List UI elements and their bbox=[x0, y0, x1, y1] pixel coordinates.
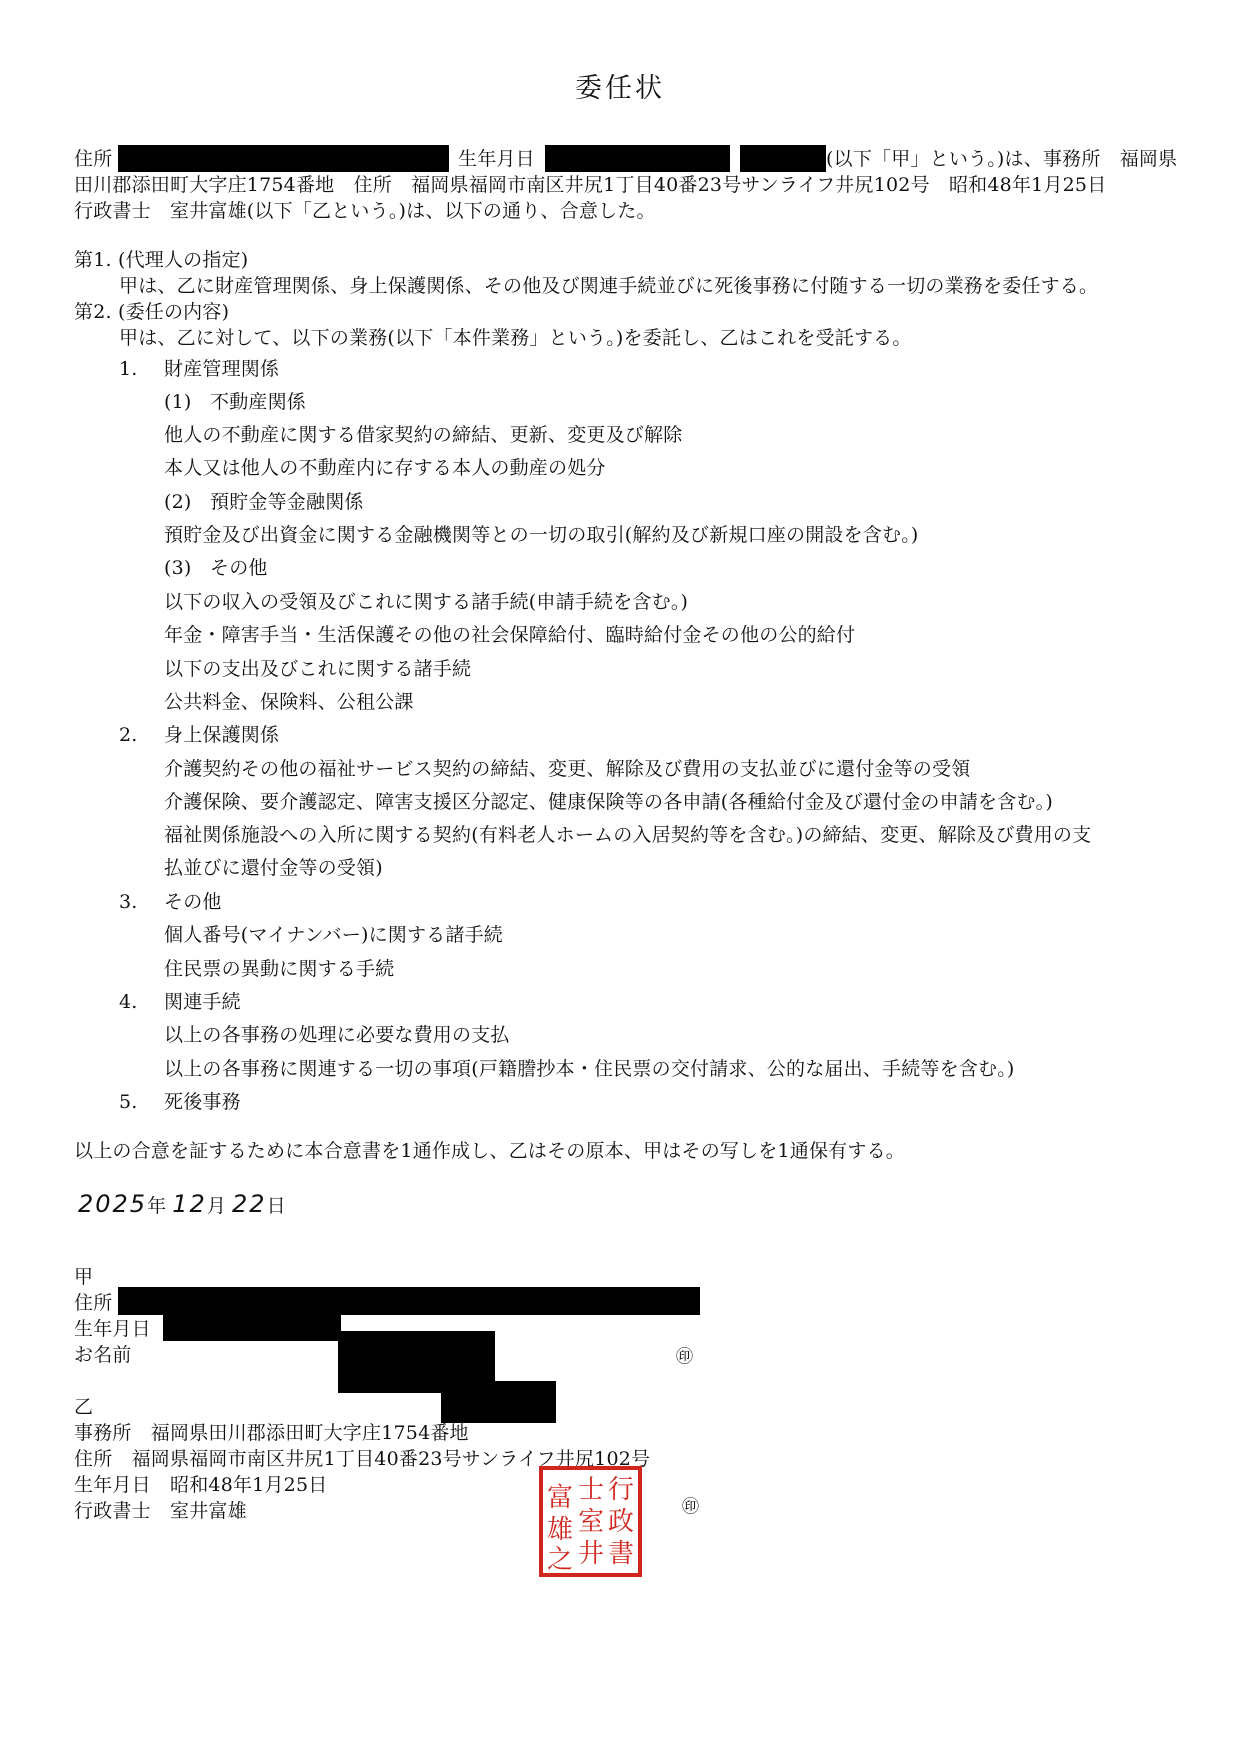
subitem2-title: 預貯金等金融関係 bbox=[210, 491, 364, 513]
date-day-unit: 日 bbox=[266, 1195, 286, 1217]
redaction-dob bbox=[545, 145, 730, 172]
subitem3-title: その他 bbox=[210, 557, 268, 579]
signing-date bbox=[78, 1190, 286, 1219]
item4-line1: 以上の各事務の処理に必要な費用の支払 bbox=[164, 1024, 510, 1046]
subitem1-line2: 本人又は他人の不動産内に存する本人の動産の処分 bbox=[164, 457, 606, 479]
svg-text:雄: 雄 bbox=[546, 1515, 574, 1545]
subitem1-title: 不動産関係 bbox=[210, 391, 307, 413]
date-month: 12 bbox=[172, 1190, 207, 1218]
item2-title: 身上保護関係 bbox=[164, 724, 280, 746]
document-title: 委任状 bbox=[575, 73, 665, 104]
subitem3-line2: 年金・障害手当・生活保護その他の社会保障給付、臨時給付金その他の公的給付 bbox=[164, 624, 856, 646]
party-b-dob: 生年月日 昭和48年1月25日 bbox=[74, 1474, 328, 1496]
party-a-label: 甲 bbox=[74, 1266, 94, 1288]
party-b-label: 乙 bbox=[74, 1396, 94, 1418]
article1-body: 甲は、乙に財産管理関係、身上保護関係、その他及び関連手続並びに死後事務に付随する一切の業務を委任する。 bbox=[119, 275, 1099, 297]
item4-line2: 以上の各事務に関連する一切の事項(戸籍謄抄本・住民票の交付請求、公的な届出、手続等を含む。) bbox=[164, 1058, 1015, 1080]
subitem3-line4: 公共料金、保険料、公租公課 bbox=[164, 691, 414, 713]
svg-text:室: 室 bbox=[577, 1507, 605, 1537]
date-month-unit: 月 bbox=[206, 1195, 227, 1217]
redaction-party-a-address bbox=[118, 1287, 700, 1315]
party-a-name-label: お名前 bbox=[74, 1344, 132, 1366]
item4-number: 4. bbox=[119, 991, 138, 1013]
svg-text:書: 書 bbox=[607, 1539, 635, 1569]
svg-text:井: 井 bbox=[577, 1539, 605, 1569]
item5-number: 5. bbox=[119, 1091, 138, 1113]
subitem2-line1: 預貯金及び出資金に関する金融機関等との一切の取引(解約及び新規口座の開設を含む。) bbox=[164, 524, 919, 546]
redaction-party-a-dob bbox=[163, 1313, 341, 1341]
subitem3-line3: 以下の支出及びこれに関する諸手続 bbox=[164, 658, 472, 680]
date-year: 2025 bbox=[78, 1190, 148, 1218]
svg-text:士: 士 bbox=[577, 1475, 605, 1505]
date-day: 22 bbox=[232, 1190, 267, 1218]
subitem1-line1: 他人の不動産に関する借家契約の締結、更新、変更及び解除 bbox=[164, 424, 683, 446]
intro-line3: 行政書士 室井富雄(以下「乙という。)は、以下の通り、合意した。 bbox=[74, 200, 656, 222]
item2-line1: 介護契約その他の福祉サービス契約の締結、変更、解除及び費用の支払並びに還付金等の受領 bbox=[164, 758, 971, 780]
item2-line4: 払並びに還付金等の受領) bbox=[164, 857, 383, 879]
item3-title: その他 bbox=[164, 891, 222, 913]
party-a-address-label: 住所 bbox=[74, 1292, 113, 1314]
subitem1-number: (1) bbox=[164, 391, 192, 413]
date-year-unit: 年 bbox=[147, 1195, 167, 1217]
party-a-seal-mark: ㊞ bbox=[676, 1347, 693, 1367]
official-seal-stamp bbox=[537, 1464, 644, 1579]
svg-text:行: 行 bbox=[607, 1475, 635, 1505]
party-b-address: 住所 福岡県福岡市南区井尻1丁目40番23号サンライフ井尻102号 bbox=[74, 1448, 651, 1470]
svg-text:之: 之 bbox=[546, 1545, 574, 1575]
article1-heading: 第1. (代理人の指定) bbox=[74, 249, 249, 271]
article2-heading: 第2. (委任の内容) bbox=[74, 301, 230, 323]
closing-statement: 以上の合意を証するために本合意書を1通作成し、乙はその原本、甲はその写しを1通保有する。 bbox=[74, 1140, 905, 1162]
subitem3-number: (3) bbox=[164, 557, 192, 579]
party-b-seal-mark: ㊞ bbox=[682, 1497, 699, 1517]
item1-title: 財産管理関係 bbox=[164, 358, 280, 380]
intro-line1-tail: (以下「甲」という。)は、事務所 福岡県 bbox=[826, 148, 1178, 170]
redaction-signature bbox=[441, 1381, 556, 1423]
item4-title: 関連手続 bbox=[164, 991, 241, 1013]
item3-line2: 住民票の異動に関する手続 bbox=[164, 958, 395, 980]
party-b-name: 行政書士 室井富雄 bbox=[74, 1500, 247, 1522]
intro-dob-label: 生年月日 bbox=[458, 148, 535, 170]
intro-line2: 田川郡添田町大字庄1754番地 住所 福岡県福岡市南区井尻1丁目40番23号サンライフ井尻102号 昭和48年1月25日 bbox=[74, 174, 1107, 196]
item5-title: 死後事務 bbox=[164, 1091, 241, 1113]
intro-address-label: 住所 bbox=[74, 148, 113, 170]
party-a-dob-label: 生年月日 bbox=[74, 1318, 151, 1340]
svg-text:富: 富 bbox=[546, 1483, 574, 1513]
subitem2-number: (2) bbox=[164, 491, 192, 513]
redaction-address bbox=[118, 145, 449, 172]
item3-line1: 個人番号(マイナンバー)に関する諸手続 bbox=[164, 924, 503, 946]
item2-line2: 介護保険、要介護認定、障害支援区分認定、健康保険等の各申請(各種給付金及び還付金の申請を含む。) bbox=[164, 791, 1053, 813]
party-b-office: 事務所 福岡県田川郡添田町大字庄1754番地 bbox=[74, 1422, 469, 1444]
subitem3-line1: 以下の収入の受領及びこれに関する諸手続(申請手続を含む。) bbox=[164, 591, 689, 613]
svg-text:政: 政 bbox=[607, 1507, 635, 1537]
item3-number: 3. bbox=[119, 891, 138, 913]
item2-number: 2. bbox=[119, 724, 138, 746]
article2-body: 甲は、乙に対して、以下の業務(以下「本件業務」という。)を委託し、乙はこれを受託する。 bbox=[119, 327, 912, 349]
redaction-name bbox=[740, 145, 826, 172]
item2-line3: 福祉関係施設への入所に関する契約(有料老人ホームの入居契約等を含む。)の締結、変更、解除及び費用の支 bbox=[164, 824, 1092, 846]
item1-number: 1. bbox=[119, 358, 138, 380]
